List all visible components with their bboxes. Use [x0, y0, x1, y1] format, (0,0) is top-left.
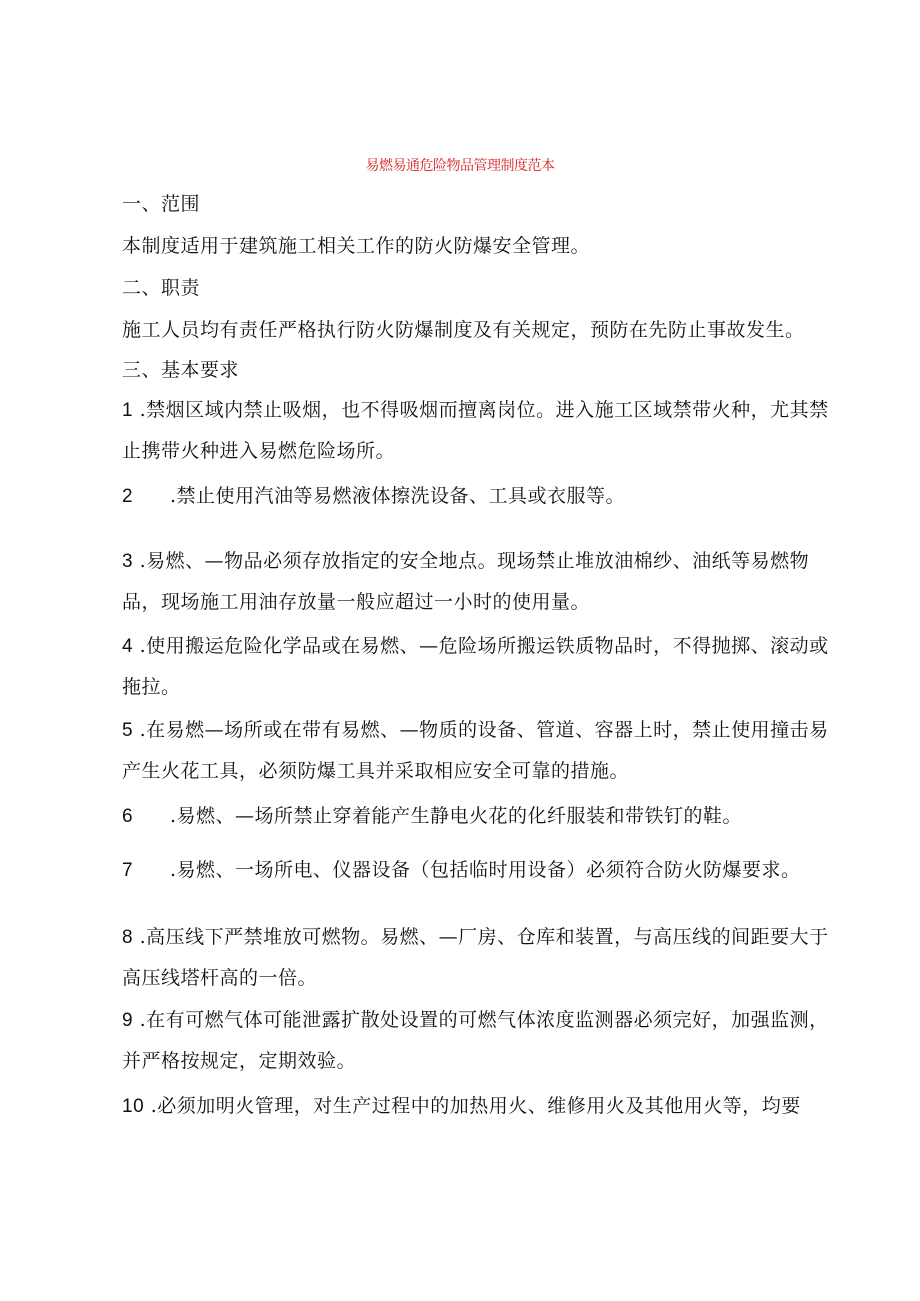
document-title: 易燃易通危险物品管理制度范本 [365, 158, 555, 174]
item-number: 7 [122, 860, 134, 881]
item-text: .高压线下严禁堆放可燃物。易燃、—厂房、仓库和装置，与高压线的间距要大于高压线塔杆高的一倍。 [122, 926, 829, 989]
requirement-item-4 [122, 626, 830, 708]
item-number: 4 [122, 636, 134, 657]
section-heading-duties: 二、职责 [122, 277, 201, 299]
item-number: 6 [122, 806, 134, 827]
item-text: .易燃、—物品必须存放指定的安全地点。现场禁止堆放油棉纱、油纸等易燃物品，现场施工用油存放量一般应超过一小时的使用量。 [122, 550, 810, 613]
section-heading-scope: 一、范围 [122, 193, 201, 215]
requirement-item-6 [122, 796, 830, 837]
requirement-item-1 [122, 390, 830, 472]
requirement-item-7 [122, 850, 830, 891]
requirement-item-2 [122, 476, 830, 517]
item-number: 1 [122, 400, 134, 421]
requirement-item-9 [122, 1000, 830, 1082]
item-number: 10 [122, 1096, 145, 1117]
item-text: .必须加明火管理，对生产过程中的加热用火、维修用火及其他用火等，均要 [150, 1095, 801, 1117]
requirement-item-8 [122, 917, 830, 999]
item-text: .易燃、一场所电、仪器设备（包括临时用设备）必须符合防火防爆要求。 [170, 859, 801, 881]
item-number: 2 [122, 486, 134, 507]
item-text: .在有可燃气体可能泄露扩散处设置的可燃气体浓度监测器必须完好，加强监测，并严格按规定，定期效验。 [122, 1009, 829, 1072]
requirement-item-10 [122, 1086, 830, 1127]
item-text: .在易燃—场所或在带有易燃、—物质的设备、管道、容器上时，禁止使用撞击易产生火花工具，必须防爆工具并采取相应安全可靠的措施。 [122, 719, 829, 782]
section-body-scope: 本制度适用于建筑施工相关工作的防火防爆安全管理。 [122, 235, 591, 257]
item-text: .禁止使用汽油等易燃液体擦洗设备、工具或衣服等。 [170, 485, 626, 507]
requirement-item-3 [122, 541, 830, 623]
item-number: 5 [122, 720, 134, 741]
item-number: 3 [122, 551, 134, 572]
item-text: .禁烟区域内禁止吸烟，也不得吸烟而擅离岗位。进入施工区域禁带火种，尤其禁止携带火种进入易燃危险场所。 [122, 399, 829, 462]
requirement-item-5 [122, 710, 830, 792]
section-body-duties: 施工人员均有责任严格执行防火防爆制度及有关规定，预防在先防止事故发生。 [122, 319, 805, 341]
item-text: .使用搬运危险化学品或在易燃、—危险场所搬运铁质物品时，不得抛掷、滚动或拖拉。 [122, 635, 829, 698]
item-text: .易燃、—场所禁止穿着能产生静电火花的化纤服装和带铁钉的鞋。 [170, 805, 743, 827]
section-heading-requirements: 三、基本要求 [122, 359, 240, 381]
item-number: 9 [122, 1010, 134, 1031]
item-number: 8 [122, 927, 134, 948]
